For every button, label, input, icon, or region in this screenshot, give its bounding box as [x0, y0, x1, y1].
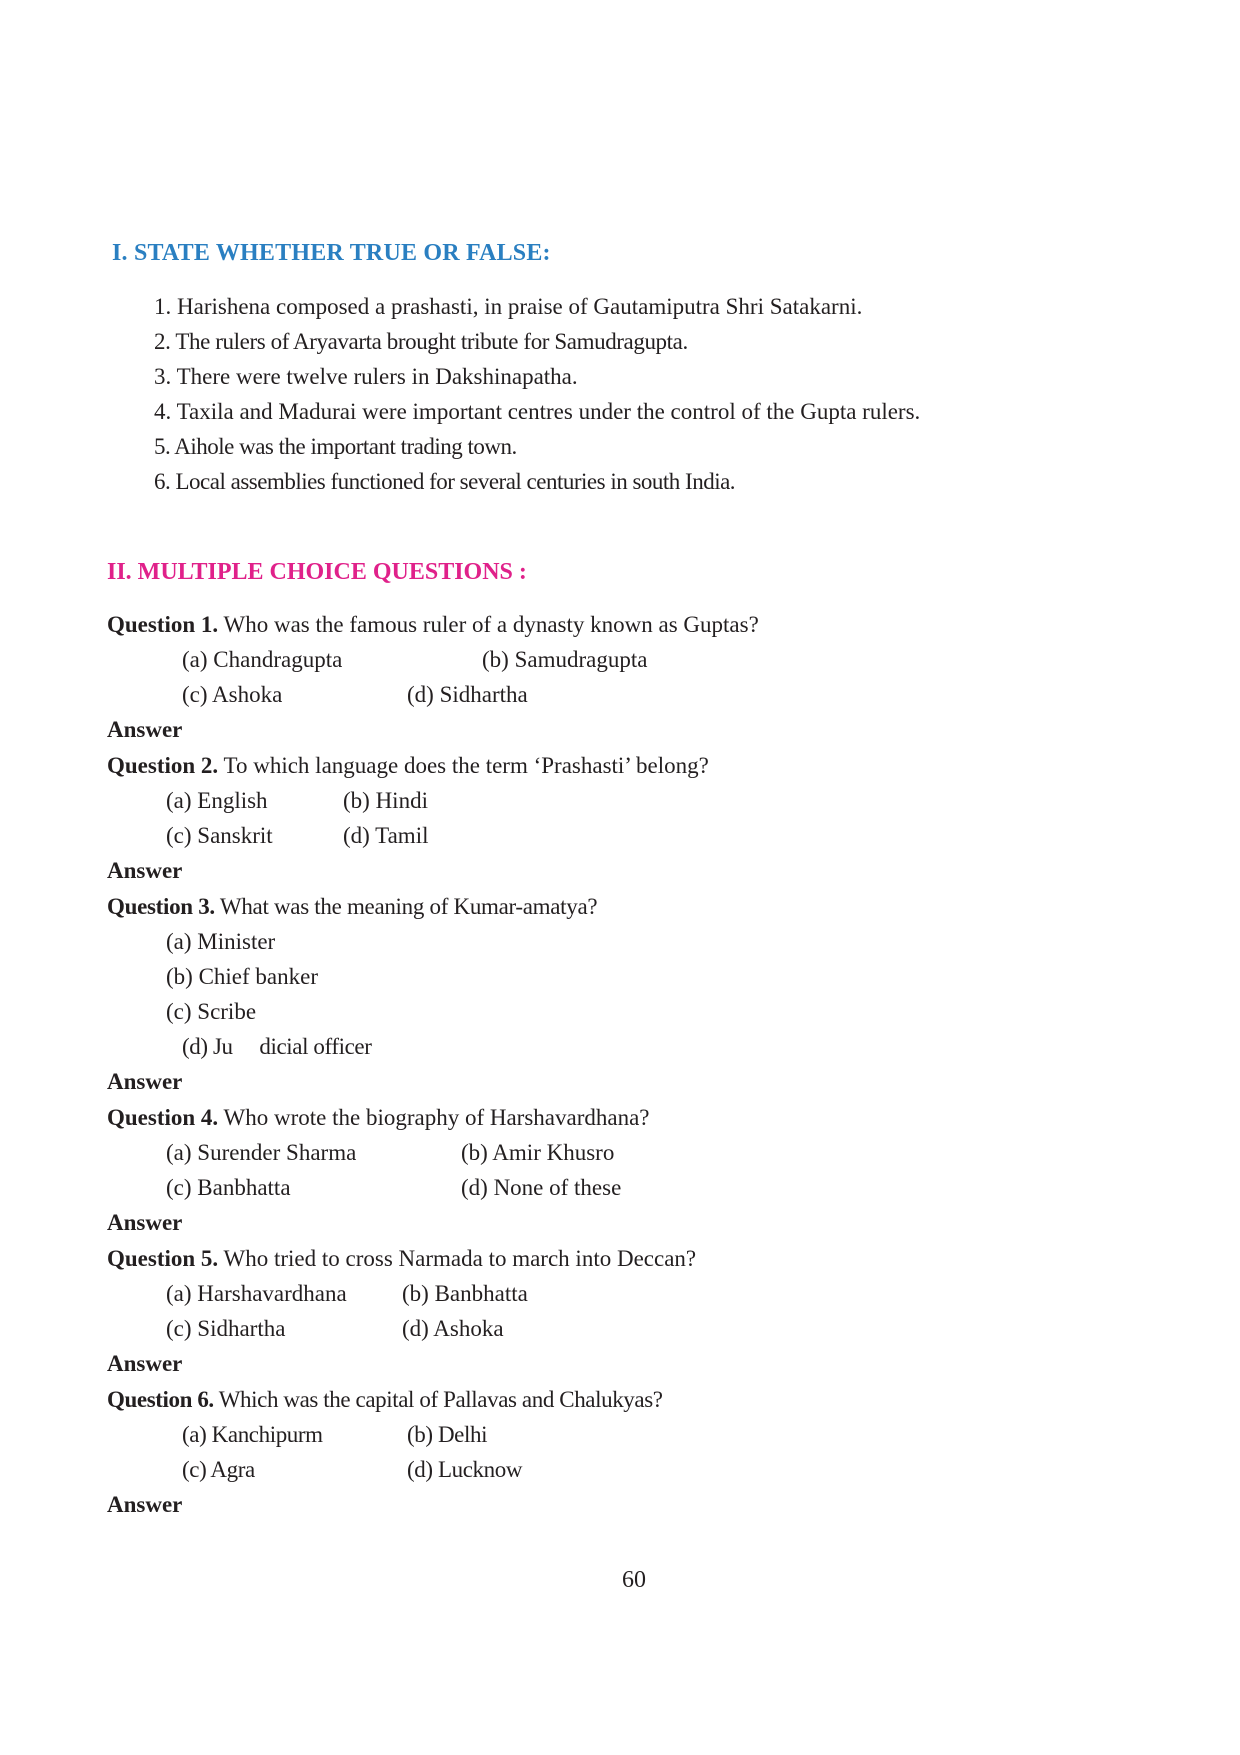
q1-option-d: (d) Sidhartha — [407, 682, 528, 707]
q4-option-b: (b) Amir Khusro — [461, 1140, 615, 1165]
question-1-text: Who was the famous ruler of a dynasty known as Guptas? — [218, 612, 759, 637]
page-number: 60 — [622, 1567, 646, 1593]
question-5 — [107, 1246, 696, 1272]
section1-title: I. STATE WHETHER TRUE OR FALSE: — [112, 240, 551, 266]
tf-item-4: 4. Taxila and Madurai were important centres under the control of the Gupta rulers. — [154, 399, 921, 424]
tf-item-5: 5. Aihole was the important trading town. — [154, 434, 517, 459]
q3-option-d: (d) Ju dicial officer — [182, 1034, 372, 1059]
question-6 — [107, 1387, 663, 1413]
q2-answer-label: Answer — [107, 858, 183, 883]
question-2-label: Question 2. — [107, 753, 219, 778]
q4-option-a: (a) Surender Sharma — [166, 1140, 357, 1165]
q5-option-d: (d) Ashoka — [402, 1316, 504, 1341]
question-1 — [107, 612, 759, 638]
q3-option-a: (a) Minister — [166, 929, 276, 954]
question-4-label: Question 4. — [107, 1105, 219, 1130]
q6-option-b: (b) Delhi — [407, 1422, 488, 1447]
q5-option-c: (c) Sidhartha — [166, 1316, 286, 1341]
tf-item-3: 3. There were twelve rulers in Dakshinapatha. — [154, 364, 578, 389]
question-3-label: Question 3. — [107, 894, 215, 919]
q1-option-a: (a) Chandragupta — [182, 647, 343, 672]
question-2 — [107, 753, 709, 779]
q2-option-b: (b) Hindi — [343, 788, 428, 813]
q5-answer-label: Answer — [107, 1351, 183, 1376]
q4-option-d: (d) None of these — [461, 1175, 622, 1200]
q5-option-b: (b) Banbhatta — [402, 1281, 528, 1306]
question-2-text: To which language does the term ‘Prashasti’ belong? — [218, 753, 709, 778]
tf-item-2: 2. The rulers of Aryavarta brought tribute for Samudragupta. — [154, 329, 688, 354]
q6-option-a: (a) Kanchipurm — [182, 1422, 323, 1447]
q1-option-c: (c) Ashoka — [182, 682, 283, 707]
question-5-text: Who tried to cross Narmada to march into Deccan? — [218, 1246, 697, 1271]
q6-option-c: (c) Agra — [182, 1457, 255, 1482]
question-5-label: Question 5. — [107, 1246, 219, 1271]
q2-option-c: (c) Sanskrit — [166, 823, 273, 848]
question-6-label: Question 6. — [107, 1387, 214, 1412]
tf-item-6: 6. Local assemblies functioned for several centuries in south India. — [154, 469, 736, 494]
q4-option-c: (c) Banbhatta — [166, 1175, 291, 1200]
q2-option-a: (a) English — [166, 788, 268, 813]
question-1-label: Question 1. — [107, 612, 219, 637]
question-3 — [107, 894, 597, 920]
question-4 — [107, 1105, 650, 1131]
section2-title: II. MULTIPLE CHOICE QUESTIONS : — [107, 559, 527, 585]
q3-option-c: (c) Scribe — [166, 999, 257, 1024]
q1-option-b: (b) Samudragupta — [482, 647, 648, 672]
q5-option-a: (a) Harshavardhana — [166, 1281, 347, 1306]
tf-item-1: 1. Harishena composed a prashasti, in praise of Gautamiputra Shri Satakarni. — [154, 294, 863, 319]
q6-answer-label: Answer — [107, 1492, 183, 1517]
q4-answer-label: Answer — [107, 1210, 183, 1235]
question-6-text: Which was the capital of Pallavas and Chalukyas? — [213, 1387, 663, 1412]
question-3-text: What was the meaning of Kumar-amatya? — [214, 894, 598, 919]
q2-option-d: (d) Tamil — [343, 823, 429, 848]
q3-option-b: (b) Chief banker — [166, 964, 318, 989]
question-4-text: Who wrote the biography of Harshavardhana? — [218, 1105, 650, 1130]
q6-option-d: (d) Lucknow — [407, 1457, 523, 1482]
q1-answer-label: Answer — [107, 717, 183, 742]
q3-answer-label: Answer — [107, 1069, 183, 1094]
